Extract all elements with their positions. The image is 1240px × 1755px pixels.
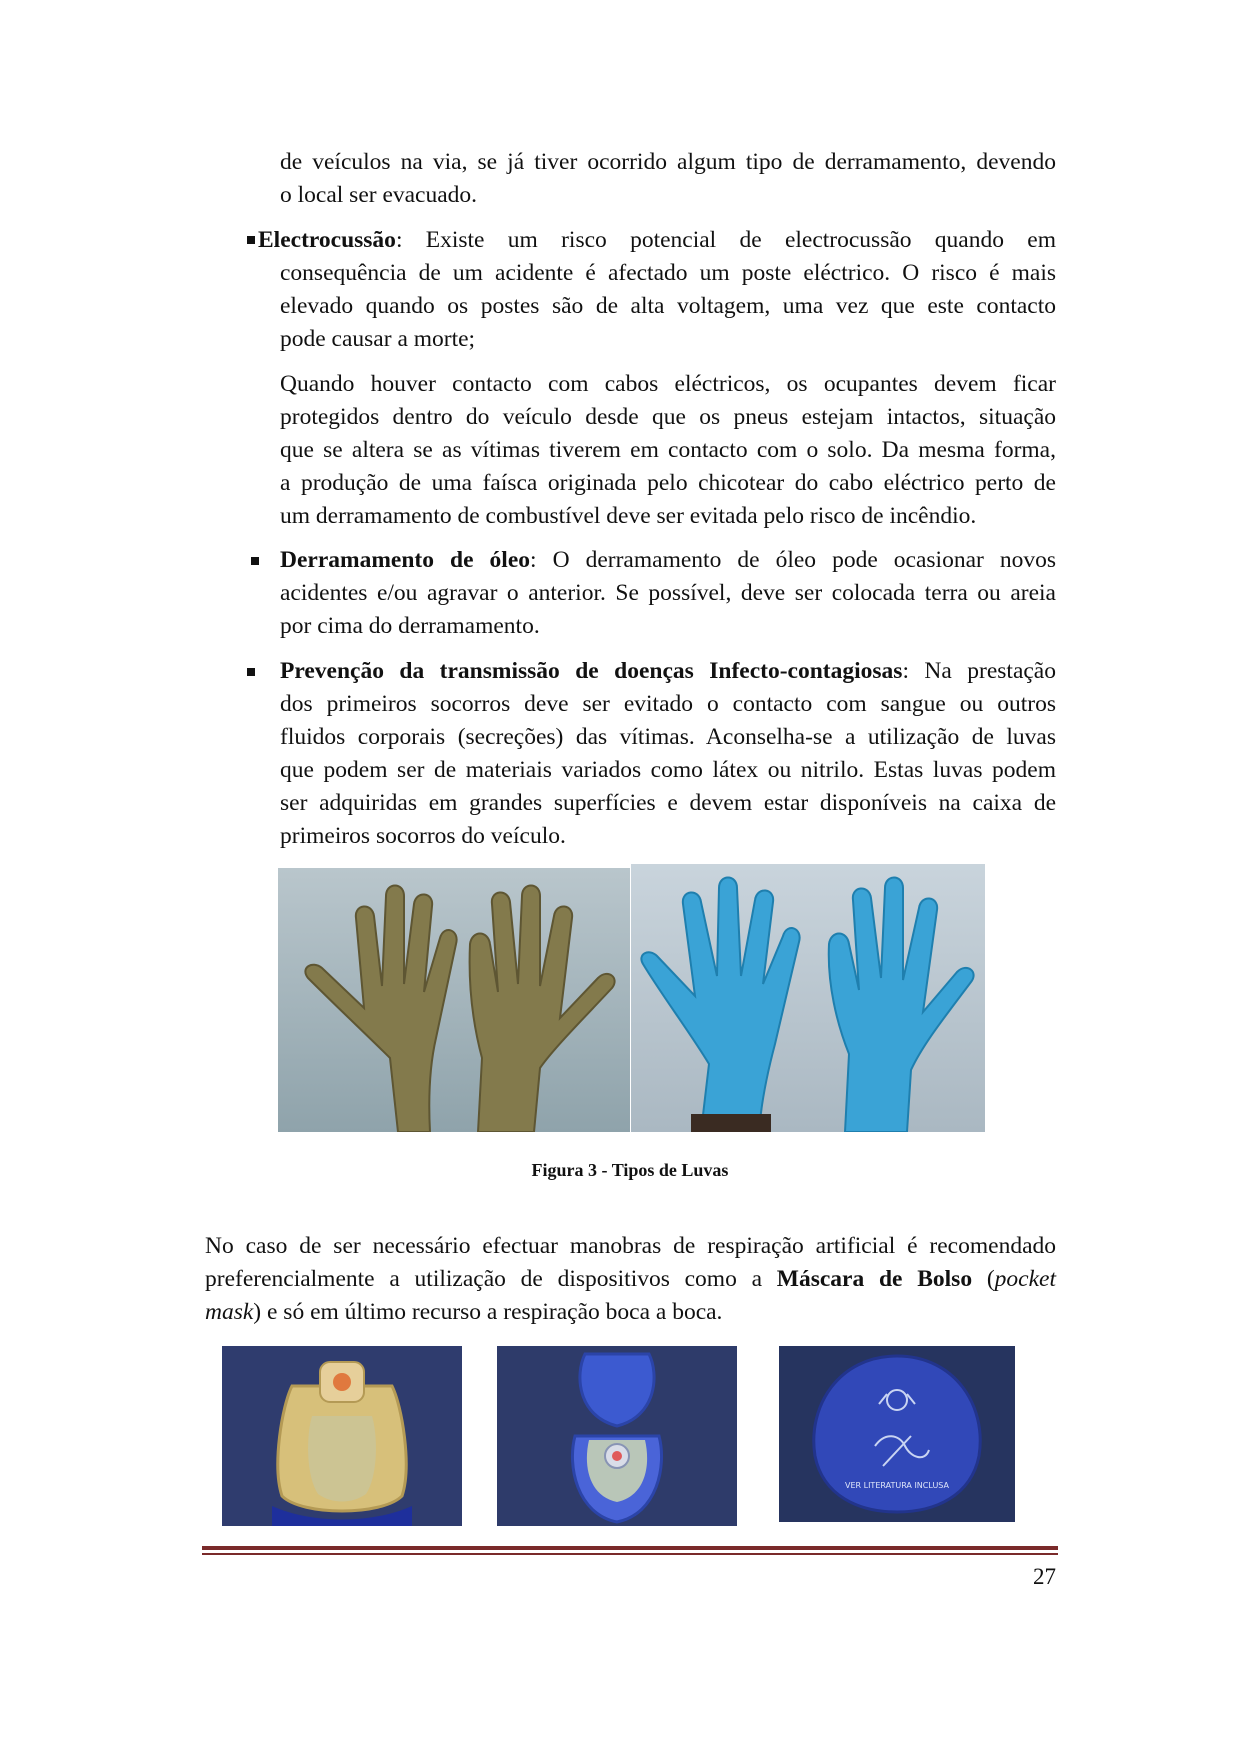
text-line: elevado quando os postes são de alta voltagem, uma vez que este contacto — [280, 293, 1056, 319]
text-span: : Na prestação — [902, 658, 1056, 684]
term-derramamento-oleo: Derramamento de óleo — [280, 547, 531, 573]
text-line — [258, 224, 1056, 257]
paragraph-prevencao-transmissao — [280, 655, 1056, 853]
text-span: ( — [972, 1266, 995, 1292]
text-line: primeiros socorros do veículo. — [280, 823, 566, 849]
footer-rule-thick — [202, 1546, 1058, 1550]
text-span: : O derramamento de óleo pode ocasionar novos — [530, 547, 1057, 573]
italic-mask: mask — [205, 1299, 254, 1325]
text-line: de veículos na via, se já tiver ocorrido algum tipo de derramamento, devendo — [280, 149, 1056, 175]
text-line: que se altera se as vítimas tiverem em contacto com o solo. Da mesma forma, — [280, 437, 1056, 463]
text-line: um derramamento de combustível deve ser evitada pelo risco de incêndio. — [280, 503, 977, 529]
paragraph-spill-continuation — [280, 146, 1056, 212]
mask-case-label: VER LITERATURA INCLUSA — [844, 1481, 950, 1490]
text-line — [205, 1263, 1056, 1296]
term-electrocussao: Electrocussão — [258, 227, 396, 253]
text-line: o local ser evacuado. — [280, 182, 478, 208]
text-line: fluidos corporais (secreções) das vítimas. Aconselha-se a utilização de luvas — [280, 724, 1056, 750]
text-line: que podem ser de materiais variados como látex ou nitrilo. Estas luvas podem — [280, 757, 1056, 783]
paragraph-derramamento-oleo — [280, 544, 1056, 643]
paragraph-electrocussao-first-line — [258, 224, 1056, 257]
bullet-square-icon — [251, 557, 259, 565]
photo-nitrile-gloves — [631, 864, 985, 1132]
bullet-square-icon — [247, 668, 255, 676]
text-line: consequência de um acidente é afectado um poste eléctrico. O risco é mais — [280, 260, 1056, 286]
bullet-square-icon — [247, 236, 255, 244]
term-prevencao: Prevenção da transmissão de doenças Infecto-contagiosas — [280, 658, 903, 684]
photo-pocket-mask-case-open — [497, 1346, 737, 1526]
photo-pocket-mask-case-closed — [779, 1346, 1015, 1522]
text-line: pode causar a morte; — [280, 326, 476, 352]
term-mascara-bolso: Máscara de Bolso — [776, 1266, 973, 1292]
text-span: ) e só em último recurso a respiração boca a boca. — [253, 1299, 723, 1325]
pocket-mask-case-open-image — [497, 1346, 737, 1526]
page-number: 27 — [1033, 1564, 1056, 1589]
text-line: Quando houver contacto com cabos eléctricos, os ocupantes devem ficar — [280, 371, 1056, 397]
text-line — [205, 1296, 1056, 1329]
text-line: No caso de ser necessário efectuar manobras de respiração artificial é recomendado — [205, 1233, 1056, 1259]
photo-latex-gloves — [278, 868, 630, 1132]
text-line: acidentes e/ou agravar o anterior. Se possível, deve ser colocada terra ou areia — [280, 580, 1056, 606]
text-line: por cima do derramamento. — [280, 613, 540, 639]
text-line: ser adquiridas em grandes superfícies e devem estar disponíveis na caixa de — [280, 790, 1056, 816]
paragraph-electrocussao — [280, 257, 1056, 356]
paragraph-cabos-electricos — [280, 368, 1056, 533]
pocket-mask-case-closed-image — [779, 1346, 1015, 1522]
text-line: a produção de uma faísca originada pelo chicotear do cabo eléctrico perto de — [280, 470, 1056, 496]
figure-caption: Figura 3 - Tipos de Luvas — [531, 1160, 729, 1180]
nitrile-gloves-image — [631, 864, 985, 1132]
italic-pocket: pocket — [994, 1266, 1056, 1292]
text-line: protegidos dentro do veículo desde que os pneus estejam intactos, situação — [280, 404, 1056, 430]
text-span: preferencialmente a utilização de dispositivos como a — [205, 1266, 777, 1292]
text-line — [280, 544, 1056, 577]
pocket-mask-front-image — [222, 1346, 462, 1526]
footer-rule-thin — [202, 1553, 1058, 1555]
paragraph-respiracao-artificial — [205, 1230, 1056, 1329]
text-span: : Existe um risco potencial de electrocussão quando em — [395, 227, 1056, 253]
latex-gloves-image — [278, 868, 630, 1132]
photo-pocket-mask-front — [222, 1346, 462, 1526]
text-line: dos primeiros socorros deve ser evitado o contacto com sangue ou outros — [280, 691, 1056, 717]
text-line — [280, 655, 1056, 688]
